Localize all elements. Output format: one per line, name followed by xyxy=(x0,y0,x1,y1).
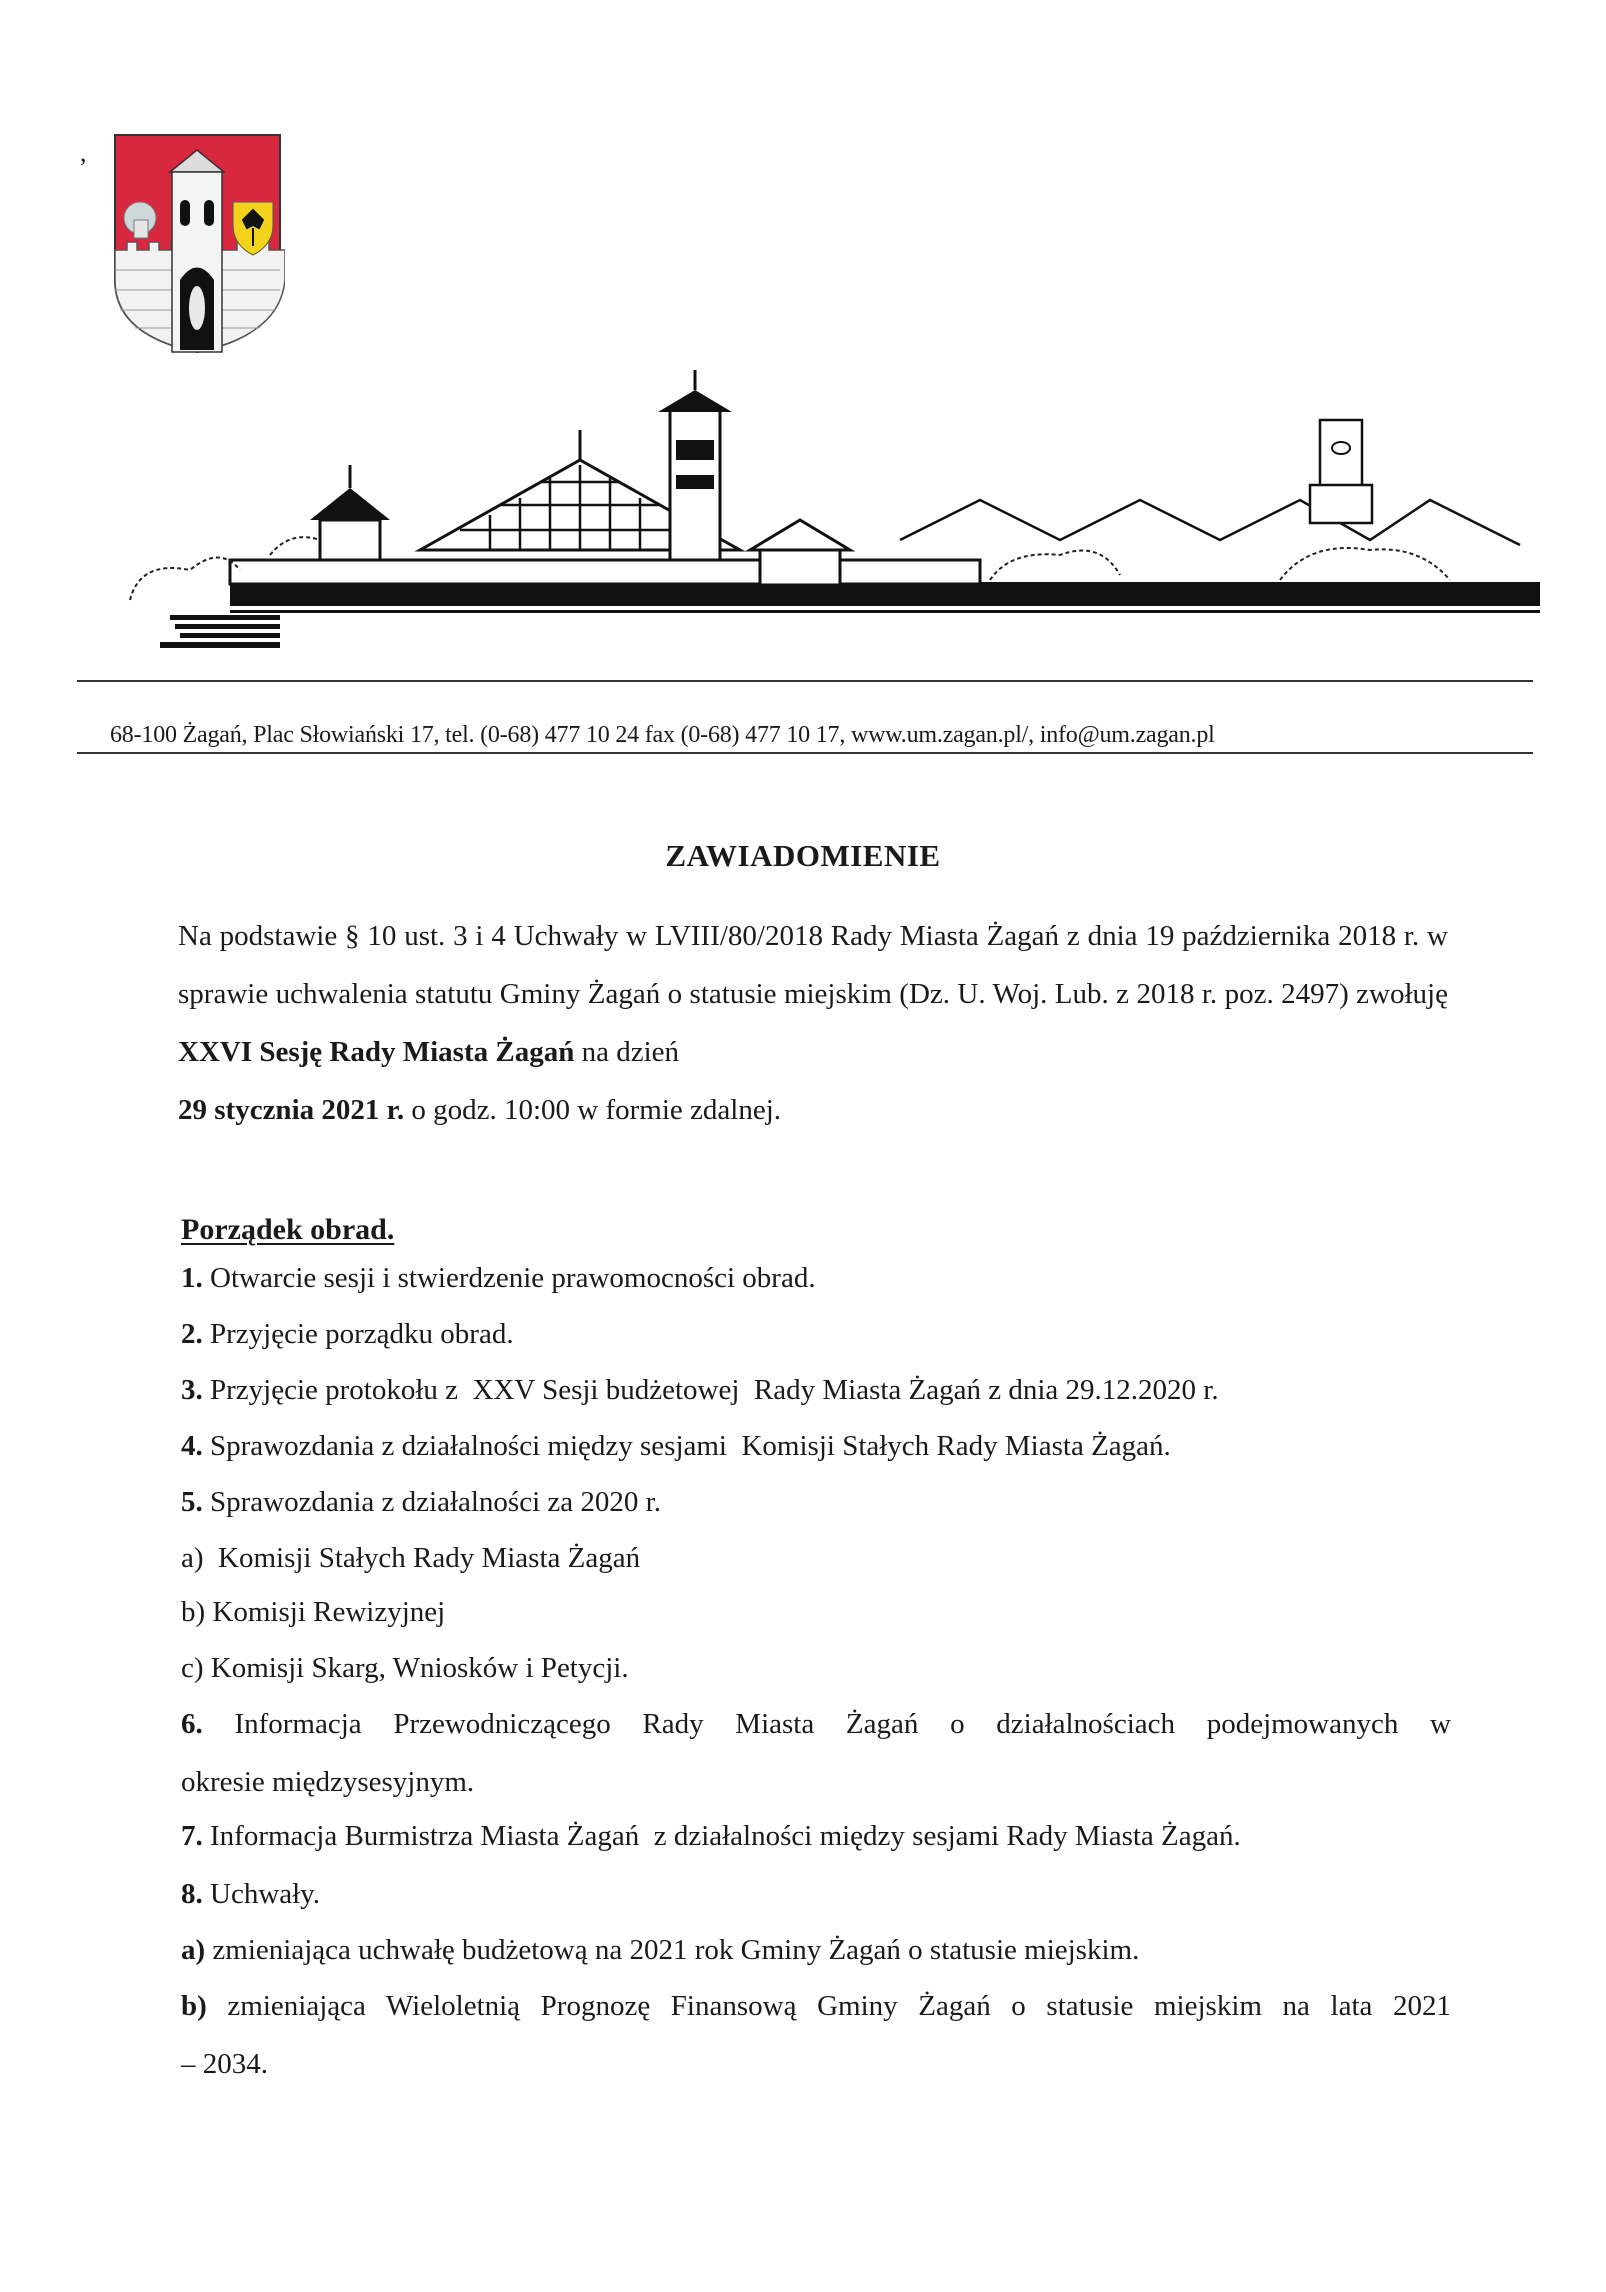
agenda-item-number: 7. xyxy=(181,1820,203,1852)
session-date: 29 stycznia 2021 r. xyxy=(178,1094,405,1126)
header-rule-top xyxy=(77,680,1533,682)
town-skyline-illustration xyxy=(110,370,1540,660)
agenda-item-number: 5. xyxy=(181,1486,203,1518)
stray-mark: , xyxy=(80,138,87,167)
agenda-item xyxy=(181,1652,629,1685)
agenda-item xyxy=(181,1430,1171,1463)
agenda-item-text: Komisji Rewizyjnej xyxy=(205,1596,446,1628)
agenda-item xyxy=(181,1820,1241,1853)
agenda-item-number: 3. xyxy=(181,1374,203,1406)
document-title: ZAWIADOMIENIE xyxy=(665,838,941,873)
agenda-item xyxy=(181,1934,1139,1967)
agenda-item xyxy=(181,2048,268,2081)
agenda-item-text: zmieniająca uchwałę budżetową na 2021 rok Gminy Żagań o statusie miejskim. xyxy=(205,1934,1140,1966)
agenda-item-number: b) xyxy=(181,1990,207,2022)
agenda-item xyxy=(181,1878,320,1911)
agenda-item-text: Sprawozdania z działalności za 2020 r. xyxy=(202,1486,661,1518)
agenda-item xyxy=(181,1318,514,1351)
agenda-item-text: Informacja Przewodniczącego Rady Miasta Żagań o działalnościach podejmowanych w xyxy=(202,1708,1451,1740)
agenda-item-number: b) xyxy=(181,1596,206,1628)
agenda-item-number: 6. xyxy=(181,1708,203,1740)
agenda-item-number: a) xyxy=(181,1542,204,1574)
coat-of-arms-icon xyxy=(110,130,285,355)
agenda-item-text: Uchwały. xyxy=(202,1878,321,1910)
intro-paragraph xyxy=(178,907,1448,1139)
agenda-item-text: Przyjęcie protokołu z XXV Sesji budżetowej Rady Miasta Żagań z dnia 29.12.2020 r. xyxy=(202,1374,1219,1406)
agenda-item-number: 4. xyxy=(181,1430,203,1462)
agenda-item xyxy=(181,1486,661,1519)
agenda-item-number: 8. xyxy=(181,1878,203,1910)
agenda-item xyxy=(181,1262,816,1295)
agenda-item-text: Przyjęcie porządku obrad. xyxy=(202,1318,514,1350)
agenda-item-text: Otwarcie sesji i stwierdzenie prawomocności obrad. xyxy=(202,1262,816,1294)
session-name: XXVI Sesję Rady Miasta Żagań xyxy=(178,1036,575,1068)
agenda-item-number: 2. xyxy=(181,1318,203,1350)
agenda-item xyxy=(181,1374,1219,1407)
agenda-item xyxy=(181,1596,445,1629)
header-rule-bottom xyxy=(77,752,1533,754)
agenda-item xyxy=(181,1708,1451,1741)
agenda-item-text: zmieniająca Wieloletnią Prognozę Finansową Gminy Żagań o statusie miejskim na lata 2021 xyxy=(206,1990,1451,2022)
agenda-item-text: Informacja Burmistrza Miasta Żagań z działalności między sesjami Rady Miasta Żagań. xyxy=(202,1820,1241,1852)
agenda-item-number: 1. xyxy=(181,1262,203,1294)
agenda-item-number: c) xyxy=(181,1652,204,1684)
agenda-item-number: a) xyxy=(181,1934,206,1966)
intro-text-3: o godz. 10:00 w formie zdalnej. xyxy=(404,1094,781,1126)
agenda-item-text: Komisji Stałych Rady Miasta Żagań xyxy=(203,1542,641,1574)
agenda-heading: Porządek obrad. xyxy=(181,1213,395,1246)
intro-text-2: na dzień xyxy=(574,1036,680,1068)
agenda-item xyxy=(181,1990,1451,2023)
agenda-item-text: okresie międzysesyjnym. xyxy=(181,1766,475,1798)
agenda-item-text: – 2034. xyxy=(181,2048,268,2080)
address-line: 68-100 Żagań, Plac Słowiański 17, tel. (0-68) 477 10 24 fax (0-68) 477 10 17, www.um.zagan.pl/, info@um.zagan.pl xyxy=(110,722,1215,748)
agenda-item xyxy=(181,1542,640,1575)
agenda-item-text: Sprawozdania z działalności między sesjami Komisji Stałych Rady Miasta Żagań. xyxy=(202,1430,1171,1462)
intro-text-1: Na podstawie § 10 ust. 3 i 4 Uchwały w LVIII/80/2018 Rady Miasta Żagań z dnia 19 października 2018 r. w sprawie uchwalenia statutu Gminy Żagań o statusie miejskim (Dz. U. Woj. Lub. z 2018 r. poz. 2497) zwołuję xyxy=(178,920,1448,1010)
agenda-item xyxy=(181,1766,474,1799)
agenda-item-text: Komisji Skarg, Wniosków i Petycji. xyxy=(203,1652,629,1684)
